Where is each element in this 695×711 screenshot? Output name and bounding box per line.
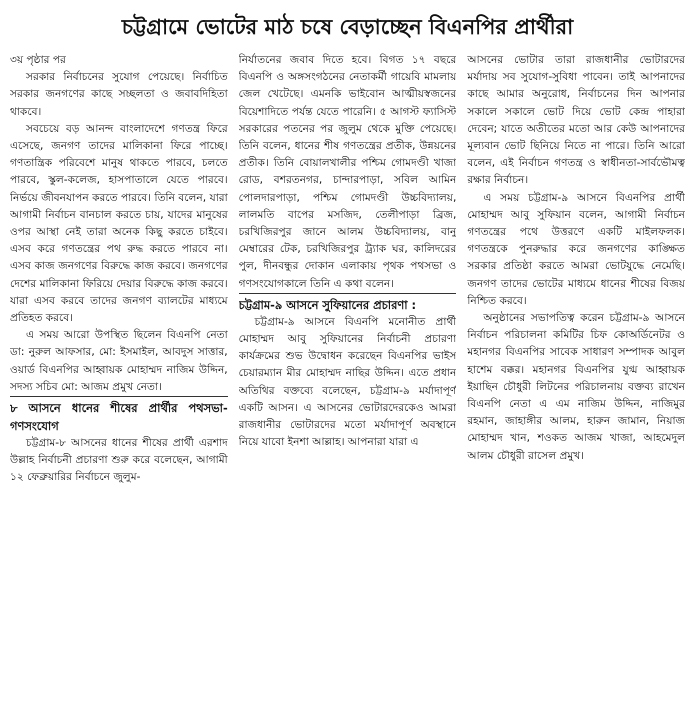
paragraph: এ সময় আরো উপস্থিত ছিলেন বিএনপি নেতা ডা: নুরুল আফসার, মো: ইসমাইল, আবদুস সাত্তার, ওয়ার্ড বিএনপির আহ্বায়ক মোহাম্মদ নাজিম উদ্দিন, সদস্য সচিব মো: আজম প্রমুখ নেতা। <box>10 329 228 393</box>
paragraph: সরকার নির্বাচনের সুযোগ পেয়েছে। নির্বাচিত সরকার জনগণের কাছে সচ্ছলতা ও জবাবদিহিতা থাকবে। <box>10 71 228 118</box>
subheading-lead: চট্টগ্রাম-৯ আসনে সুফিয়ানের প্রচারণা : <box>239 293 457 314</box>
article-columns <box>10 52 685 707</box>
paragraph: সবচেয়ে বড় আনন্দ বাংলাদেশে গণতন্ত্র ফিরে এসেছে, জনগণ তাদের মালিকানা ফিরে পাচ্ছে। গণতান্ত্রিক পরিবেশে মানুষ থাকতে পারবে, চলতে পারবে, স্কুল-কলেজ, হাসপাতালে যেতে পারবে। নির্ভয়ে জীবনযাপন করতে পারবে। তিনি বলেন, যারা আগামী নির্বাচন বানচাল করতে চায়, যাদের মানুষের ওপর আস্থা নেই তারা অনেক কিছু করতে চাইবে। এসব করে গণতন্ত্রের পথ রুদ্ধ করতে পারবে না। এসব কাজ জনগণের বিরুদ্ধে কাজ করবে। জনগণের দেশের মালিকানা ফিরিয়ে দেয়ার বিরুদ্ধে কাজ করবে। যারা এসব করবে তাদের জনগণ ব্যালটের মাধ্যমে প্রতিহত করবে। <box>10 122 228 325</box>
paragraph: এ সময় চট্টগ্রাম-৯ আসনে বিএনপির প্রার্থী মোহাম্মদ আবু সুফিয়ান বলেন, আগামী নির্বাচন গণতন্ত্রের পথে উত্তরণে একটি মাইলফলক। গণতন্ত্রকে পুনরুদ্ধার করে জনগণের কাঙ্ক্ষিত সরকার প্রতিষ্ঠা করতে আমরা ভোটযুদ্ধে নেমেছি। জনগণ তাদের ভোটের মাধ্যমে ধানের শীষের বিজয় নিশ্চিত করবে। <box>467 191 686 307</box>
column-3 <box>467 52 685 707</box>
column-1 <box>10 52 228 707</box>
paragraph: চট্টগ্রাম-৯ আসনে বিএনপি মনোনীত প্রার্থী মোহাম্মদ আবু সুফিয়ানের নির্বাচনী প্রচারণা কার্যক্রমের শুভ উদ্বোধন করেছেন বিএনপির ভাইস চেয়ারম্যান মীর মোহাম্মদ নাছির উদ্দিন। এতে প্রধান অতিথির বক্তব্যে বলেছেন, চট্টগ্রাম-৯ মর্যাদাপূর্ণ একটি আসন। এ আসনের ভোটারদেরকেও আমরা রাজধানীর ভোটারদের মতো মর্যাদাপূর্ণ অবস্থানে নিয়ে যাবো ইনশা আল্লাহ। আপনারা যারা এ <box>238 315 457 449</box>
headline: চট্টগ্রামে ভোটের মাঠ চষে বেড়াচ্ছেন বিএনপির প্রার্থীরা <box>121 15 574 39</box>
subheading: ৮ আসনে ধানের শীষের প্রার্থীর পথসভা-গণসংযোগ <box>10 396 228 435</box>
paragraph: চট্টগ্রাম-৮ আসনের ধানের শীষের প্রার্থী এরশাদ উল্লাহ নির্বাচনী প্রচারণা শুরু করে বলেছেন, আগামী ১২ ফেব্রুয়ারির নির্বাচনে জুলুম- <box>10 437 228 484</box>
paragraph: নির্যাতনের জবাব দিতে হবে। বিগত ১৭ বছরে বিএনপি ও অঙ্গসংগঠনের নেতাকর্মী গায়েবি মামলায় জেল খেটেছে। এমনকি ভাইবোন আত্মীয়স্বজনের বিয়েশাদিতে পর্যন্ত যেতে পারেনি। ৫ আগস্ট ফ্যাসিস্ট সরকারের পতনের পর জুলুম থেকে মুক্তি পেয়েছে। তিনি বলেন, ধানের শীষ গণতন্ত্রের প্রতীক, উন্নয়নের প্রতীক। তিনি বোয়ালখালীর পশ্চিম গোমদণ্ডী খাজা রোড, বশরতনগর, চান্দারপাড়া, সবিল আমিন পোলদারপাড়া, পশ্চিম গোমদণ্ডী উচ্চবিদ্যালয়, লালমতি বাপের মসজিদ, তেলীপাড়া ব্রিজ, চরখিজিরপুর জানে আলম উচ্চবিদ্যালয়, বানু মেম্বারের টেক, চরখিজিরপুর ট্র্যাক ঘর, কালিদরের পুল, দীনবন্ধুর দোকান এলাকায় পৃথক পথসভা ও গণসংযোগকালে তিনি এ কথা বলেন। <box>238 54 457 290</box>
paragraph: আসনের ভোটার তারা রাজধানীর ভোটারদের মর্যাদায় সব সুযোগ-সুবিধা পাবেন। তাই আপনাদের কাছে আমার অনুরোধ, নির্বাচনের দিন আপনার সকালে সকালে ভোট দিয়ে ভোট কেন্দ্র পাহারা দেবেন; যাতে অতীতের মতো আর কেউ আপনাদের মূল্যবান ভোট ছিনিয়ে নিতে না পারে। তিনি আরো বলেন, এই নির্বাচন গণতন্ত্র ও স্বাধীনতা-সার্বভৌমত্ব রক্ষার নির্বাচন। <box>467 54 686 187</box>
continued-from: ৩য় পৃষ্ঠার পর <box>10 54 66 66</box>
column-2 <box>239 52 457 707</box>
paragraph: অনুষ্ঠানের সভাপতিত্ব করেন চট্টগ্রাম-৯ আসনে নির্বাচন পরিচালনা কমিটির চিফ কোঅর্ডিনেটর ও মহানগর বিএনপির সাবেক সাধারণ সম্পাদক আবুল হাশেম বক্কর। মহানগর বিএনপির যুগ্ম আহ্বায়ক ইয়াছিন চৌধুরী লিটনের পরিচালনায় বক্তব্য রাখেন বিএনপি নেতা এ এম নাজিম উদ্দিন, নাজিমুর রহমান, জাহাঙ্গীর আলম, হারুন জামান, নিয়াজ মোহাম্মদ খান, শওকত আজম খাজা, আহমেদুল আলম চৌধুরী রাসেল প্রমুখ। <box>467 312 686 462</box>
